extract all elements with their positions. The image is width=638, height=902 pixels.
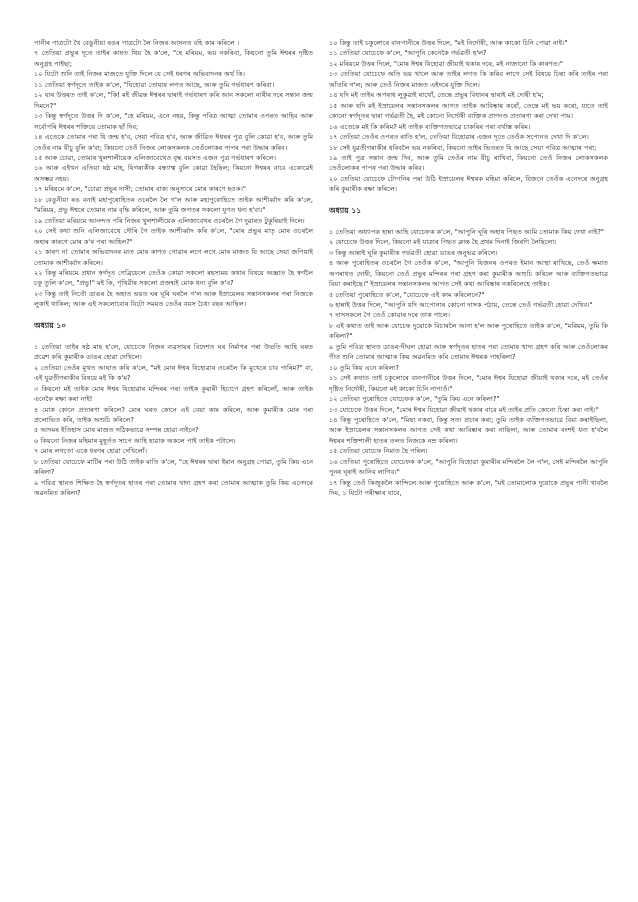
- paragraph: ২০ সেই কথা শুনি এলিজাবেথে দৌৰি গৈ তাইক আশীৰ্ব্বাদ কৰি ক'লে, "মোৰ প্ৰভুৰ মাতৃ মোৰ ওচৰলৈ অহাৰ কাৰণে মোৰ ক'ৰ পৰা আহিল?": [34, 227, 313, 246]
- paragraph: ১৮ সেই যুৱতীগৰাকীৰ ধৰিবলৈ ভয় নকৰিবা, কিয়নো তাইৰ ভিতৰত যি আছে সেয়া পবিত্ৰ আত্মাৰ পৰা;: [329, 143, 597, 152]
- paragraph: ৫ আদমৰ ইতিহাস মোৰ মাজত সঠিকভাৱে সম্পন্ন হোৱা নাইনে?: [34, 426, 199, 435]
- paragraph: ২ যোচেফে উত্তৰ দিলে, কিয়নো মই যাত্ৰাৰ পিছত ক্লান্ত হৈ প্ৰথম দিনাই জিৰণি লৈছিলো।: [329, 238, 557, 247]
- paragraph: ২১ কাৰণ ন! তোমাৰ অভিবাদনৰ মাত মোৰ কাণত পোৱাৰ লগে লগে মোৰ মাজত যি আছে সেয়া জপিয়াই তোমাক আশীৰ্ব্বাদ কৰিলে।: [34, 248, 313, 267]
- paragraph: ১৬ এতেকে মই কি কৰিম? মই তাইক ব্যক্তিগতভাৱে চাকৰিৰ পৰা বৰ্খাস্ত কৰিম।: [329, 122, 531, 131]
- paragraph: ৯ পবিত্ৰ স্থানত শিক্ষিত হৈ স্বৰ্গদূতৰ হাতৰ পৰা তোমাৰ খাদ্য গ্ৰহণ কৰা তোমাৰ আত্মাক তুমি কিয় এনেদৰে অৱনমিত কৰিলা?: [34, 478, 313, 498]
- paragraph: ১৫ তেতিয়া যোচেফ নিমাত হৈ পৰিল।: [329, 447, 428, 456]
- paragraph: ১৩ কিন্তু স্বৰ্গদূতে উত্তৰ দি ক'লে, "হে মৰিয়ম, এনে নহয়, কিন্তু পবিত্ৰ আত্মা তোমাৰ ওপৰত আহিব আৰু সৰ্বোপৰি ঈশ্বৰৰ শক্তিয়ে তোমাক ছাঁ দিব;: [34, 112, 313, 131]
- paragraph: ১৯ তাই পুত্ৰ সন্তান জন্ম দিব, আৰু তুমি তেওঁৰ নাম যীচু ৰাখিবা, কিয়নো তেওঁ নিজৰ লোকসকলক তেওঁলোকৰ পাপৰ পৰা উদ্ধাৰ কৰিব।: [329, 153, 608, 173]
- paragraph: ২ তেতিয়া তেওঁৰ মুখত আঘাত কৰি ক'লে, "মই মোৰ ঈশ্বৰ যিহোৱাৰ ওচৰলৈ কি মুখেৰে চাব পাৰিম?" বা, এই যুৱতীগৰাকীৰ বিষয়ে মই কি ক'ম?: [34, 363, 313, 383]
- paragraph: ১১ তেতিয়া স্বৰ্গদূতে তাইক ক'লে, "যিহোৱা তোমাৰ লগত আছে, আৰু তুমি গৰ্ভধাৰণ কৰিবা।: [34, 80, 275, 89]
- right-intro: [329, 38, 608, 195]
- paragraph: ১২ মৰিয়মে উত্তৰ দিলে, "মোৰ ঈশ্বৰ যিহোৱা জীয়াই থকাৰ দৰে, মই নাজানো কি কাৰণত।": [329, 59, 563, 68]
- right-chapter-body: [329, 227, 608, 499]
- paragraph: ১৩ তেতিয়া যোচেফে অতি ভয় খালে আৰু তাইৰ লগত কি কৰিব লাগে সেই বিষয়ে চিন্তা কৰি তাইৰ পৰা আঁতৰি গ'ল; আৰু তেওঁ নিজৰ মাজত এইদৰে যুক্তি দিলে।: [329, 70, 608, 89]
- paragraph: ১০ যিটো শুনি তাই নিজৰ মাজতে যুক্তি দিলে যে সেই ধৰণৰ অভিবাদনৰ অৰ্থ কি।: [34, 70, 246, 79]
- paragraph: ১৭ কিন্তু তেওঁ কিজুকলৈ কান্দিলে আৰু পুৰোহিতে আৰু ক'লে, "মই তোমালোক দুয়োকে প্ৰভুৰ পানী খাবলৈ দিম, ১ যিটো পৰীক্ষাৰ বাবে,: [329, 478, 608, 498]
- paragraph: ১৩ যোচেফে উত্তৰ দিলে, "মোৰ ঈশ্বৰ যিহোৱা জীয়াই থকাৰ বাবে মই তাইৰ প্ৰতি কোনো চিন্তা কৰা নাই।": [329, 405, 599, 414]
- paragraph: ১১ তেতিয়া যোচেফে ক'লে, "আপুনি কেনেকৈ গৰ্ভৱতী হ'ল?: [329, 49, 487, 58]
- paragraph: ১১ সেই কথাত তাই চকুলোৰে বানপানীৰে উত্তৰ দিলে, "মোৰ ঈশ্বৰ যিহোৱা জীয়াই থকাৰ দৰে, মই তেওঁৰ দৃষ্টিত নিৰ্দোষী, কিয়নো মই কাকো চিনি নাপাওঁ।": [329, 374, 608, 393]
- left-column: [34, 38, 313, 882]
- paragraph: ৮ এই কথাত তাই আৰু যোচেফ দুয়োকে বিচাৰলৈ আনা হ'ল আৰু পুৰোহিতে তাইক ক'লে, "মৰিয়ম, তুমি কি কৰিলা?": [329, 321, 608, 341]
- left-chapter-body: [34, 342, 313, 499]
- paragraph: ১৯ তেতিয়া মৰিয়মে আনন্দত পৰি নিজৰ খুলশালীয়েক এলিজাবেথৰ ওচৰলৈ গৈ দুৱাৰত টুকুৰিয়াই দিলে।: [34, 216, 305, 225]
- paragraph: ১৭ মৰিয়মে ক'লে, "চোৱা প্ৰভুৰ দাসী; তোমাৰ বাক্য অনুসাৰে মোৰ কাৰণে হওক।": [34, 185, 246, 194]
- paragraph: ১২ যাৰ উত্তৰত তাই ক'লে, "কি! মই জীৱন্ত ঈশ্বৰৰ দ্বাৰাই গৰ্ভধাৰণ কৰি আন সকলো নাৰীৰ দৰে সন্তান জন্ম দিমনে?": [34, 91, 313, 110]
- paragraph: পানীৰ পাত্ৰটো থৈ বেঙুনীয়া ৰঙৰ পাত্ৰটো লৈ নিজৰ আসনত বহি কাম কৰিলে ।: [34, 39, 240, 47]
- paragraph: ১৪ যদি মই তাইৰ অপৰাধ লুকুৱাই ৰাখোঁ, তেন্তে প্ৰভুৰ বিধানৰ দ্বাৰাই মই দোষী হ'ম;: [329, 91, 544, 100]
- paragraph: ১৫ আৰু চোৱা, তোমাৰ খুলশালীয়েক এলিজাবেথেও বৃদ্ধ বয়সত এজন পুত্ৰ গৰ্ভধাৰণ কৰিলে।: [34, 153, 277, 162]
- left-intro: [34, 38, 313, 310]
- paragraph: ৭ মোৰ লগতো একে ধৰণৰ হোৱা দেখিলোঁ।: [34, 447, 147, 456]
- paragraph: ১০ কিন্তু তাই চকুলোৰে বানপানীৰে উত্তৰ দিলে, "মই নিৰ্দোষী, আৰু কাকো চিনি পোৱা নাই।": [329, 39, 568, 47]
- paragraph: ১৬ আৰু এইখন এতিয়া ষষ্ঠ মাহ, যিগৰাকীক বন্ধ্যাত্ব বুলি কোৱা হৈছিল; কিয়নো ঈশ্বৰৰ বাবে একোৱেই অসম্ভৱ নহয়।: [34, 164, 313, 183]
- paragraph: ২৩ কিন্তু তাই নিতৌ ডাঙৰ হৈ অহাত ভয়ত ঘৰ ঘূৰি ঘৰলৈ গ'ল আৰু ইস্ৰায়েলৰ সন্তানসকলৰ পৰা নিজকে লুকাই থাকিল; আৰু এই সকলোবোৰ যিটো সময়ত তেওঁৰ বয়স চৈধ্য বছৰ আছিল।: [34, 289, 313, 309]
- paragraph: ১২ তেতিয়া পুৰোহিতে যোচেফক ক'লে, "তুমি কিয় এনে কৰিলা?": [329, 395, 500, 404]
- paragraph: ৪ আৰু পুৰোহিতৰ ওচৰলৈ গৈ তেওঁক ক'লে, "আপুনি যিজনৰ ওপৰত ইমান আস্থা ৰাখিছে, তেওঁ ক্ষমাত অপৰাধত দোষী, কিয়নো তেওঁ প্ৰভুৰ মন্দিৰৰ পৰা গ্ৰহণ কৰা কুমাৰীক অশুচি কৰিলে আৰু ব্যক্তিগতভাৱে বিয়া কৰাইছে।" ইস্ৰায়েলৰ সন্তানসকলৰ আগত সেই কথা আবিষ্কাৰ নকৰিলেহে তাইক।: [329, 259, 608, 289]
- paragraph: ৪ মোক কোনে প্ৰতাৰণা কৰিলে? মোৰ ঘৰত কোনে এই বেয়া কাম কৰিলে, আৰু কুমাৰীক মোৰ পৰা প্ৰলোভিত কৰি, তাইক অশুচি কৰিলে?: [34, 405, 313, 424]
- paragraph: ৭ দাসসকলে গৈ তেওঁ কোৱাৰ দৰে তাক পালে।: [329, 311, 450, 320]
- paragraph: ৮ তেতিয়া যোচেফে মাটিৰ পৰা উঠি তাইক মাতি ক'লে, "হে ঈশ্বৰৰ দ্বাৰা ইমান অনুগ্ৰহ পোৱা, তুমি কিয় এনে কৰিলা?: [34, 457, 313, 477]
- paragraph: ১ তেতিয়া অধ্যাপক হান্না আহি যোচেফক ক'লে, "আপুনি ঘূৰি অহাৰ পিছত আমি তোমাক কিয় দেখা নাই?": [329, 227, 604, 236]
- paragraph: ১৫ আৰু যদি মই ইস্ৰায়েলৰ সন্তানসকলৰ আগত তাইক আবিষ্কাৰ কৰোঁ, তেন্তে মই ভয় কৰো, যাতে তাই কোনো স্বৰ্গদূতৰ দ্বাৰা গৰ্ভৱতী হৈ, মই কোনো নিৰ্দোষী ব্যক্তিক প্ৰাণদণ্ড প্ৰতাৰণা কৰা দেখা পাম।: [329, 101, 608, 121]
- paragraph: ২০ তেতিয়া যোচেফে টোপনিৰ পৰা উঠি ইস্ৰায়েলৰ ঈশ্বৰক মহিমা কৰিলে, যিজনে তেওঁক এনেদৰে অনুগ্ৰহ কৰি কুমাৰীক ৰক্ষা কৰিলে।: [329, 174, 608, 194]
- paragraph: ৫ তেতিয়া পুৰোহিতে ক'লে, "যোচেফে এই কাম কৰিলেনে?": [329, 290, 485, 299]
- paragraph: ১৭ তেতিয়া তেওঁৰ ওপৰত ৰাতি হ'ল, তেতিয়া যিহোৱাৰ এজন দূতে তেওঁক সপোনত দেখা দি ক'লে।: [329, 133, 589, 142]
- paragraph: ৬ হান্নাই উত্তৰ দিলে, "আপুনি যদি আপোনাৰ কোনো দাসক পঠায়, তেন্তে তেওঁ গৰ্ভৱতী হোৱা দেখিব।": [329, 300, 593, 309]
- paragraph: ৬ কিয়নো নিজৰ মহিমাৰ মুহূৰ্তত সাপে আহি হাৱাক অকলে পাই তাইক পটালে।: [34, 436, 236, 445]
- paragraph: ১৬ তেতিয়া পুৰোহিতে যোচেফক ক'লে, "আপুনি যিহোৱা কুমাৰীৰ মন্দিৰলৈ লৈ গ'ল, সেই মন্দিৰলৈ আপুনি পুনৰ ঘূৰাই আনিব লাগিব।": [329, 457, 608, 477]
- paragraph: ১৪ কিন্তু পুৰোহিতে ক'লে, "মিছা নকবা, কিন্তু সত্য প্ৰচাৰ কৰা; তুমি তাইক ব্যক্তিগতভাৱে বিয়া কৰাইছিলা, আৰু ইস্ৰায়েলৰ সন্তানসকলৰ আগত সেই কথা আবিষ্কাৰ কৰা নাছিলা, আৰু তোমাৰ বংশই ধন্য হ'বলৈ ঈশ্বৰৰ শক্তিশালী হাতৰ তলত নিজকে নম্ৰ কৰিলা।: [329, 415, 608, 445]
- paragraph: ৩ কিন্তু আন্নাই ঘূৰি কুমাৰীক গৰ্ভৱতী হোৱা ডাঙৰ অনুভৱ কৰিলে।: [329, 248, 498, 257]
- paragraph: ৭ তেতিয়া প্ৰভুৰ দূতে তাইৰ কাষত থিয় হৈ ক'লে, "হে মৰিয়ম, ভয় নকৰিবা, কিয়নো তুমি ঈশ্বৰৰ দৃষ্টিত অনুগ্ৰহ পাইছা;: [34, 49, 313, 68]
- paragraph: ২২ কিন্তু মৰিয়মে প্ৰধান স্বৰ্গদূত গেব্ৰিয়েলে তেওঁক কোৱা সকলো ৰহস্যময় কথাৰ বিষয়ে অজ্ঞাত হৈ স্বৰ্গলৈ চকু তুলি ক'লে, "প্ৰভু!" মই কি, পৃথিৱীৰ সকলো প্ৰজন্মই মোক ধন্য বুলি ক'ব?: [34, 268, 313, 288]
- right-column: [329, 38, 608, 882]
- paragraph: ১৮ বেঙুনীয়া ৰঙ বনাই মহাপুৰোহিতৰ ওচৰলৈ লৈ গ'ল আৰু মহাপুৰোহিতে তাইক আশীৰ্ব্বাদ কৰি ক'লে, "মৰিয়ম, প্ৰভু ঈশ্বৰে তোমাৰ নাম বৃদ্ধি কৰিলে, আৰু তুমি জগতৰ সকলো যুগত ধন্য হ'বা।": [34, 195, 313, 215]
- paragraph: ১৪ এতেকে তোমাৰ পৰা যি জন্ম হ'ব, সেয়া পবিত্ৰ হ'ব, আৰু জীৱিত ঈশ্বৰৰ পুত্ৰ বুলি কোৱা হ'ব, আৰু তুমি তেওঁৰ নাম যীচু বুলি ক'বা; কিয়নো তেওঁ নিজৰ লোকসকলক তেওঁলোকৰ পাপৰ পৰা উদ্ধাৰ কৰিব।: [34, 133, 313, 152]
- chapter-heading: অধ্যায় ১০: [34, 320, 67, 330]
- chapter-heading: অধ্যায় ১১: [329, 205, 362, 215]
- paragraph: ৯ তুমি পবিত্ৰ স্থানত ডাঙৰ-দীঘল হোৱা আৰু স্বৰ্গদূতৰ হাতৰ পৰা তোমাৰ খাদ্য গ্ৰহণ কৰি আৰু তেওঁলোকৰ গীত শুনি তোমাৰ আত্মাক কিয় অৱনমিত কৰি তোমাৰ ঈশ্বৰক পাহৰিলা?: [329, 342, 608, 362]
- paragraph: ৩ কিয়নো মই তাইক মোৰ ঈশ্বৰ যিহোৱাৰ মন্দিৰৰ পৰা তাইক কুমাৰী হিচাপে গ্ৰহণ কৰিলোঁ, আৰু তাইক এনেকৈ ৰক্ষা কৰা নাই!: [34, 384, 313, 404]
- paragraph: ১০ তুমি কিয় এনে কৰিলা?: [329, 363, 399, 372]
- paragraph: ১ তেতিয়া তাইৰ ষষ্ঠ মাহ হ'লে, যোচেফে নিজৰ ব্যৱসায়ৰ বিদেশত ঘৰ নিৰ্মাণৰ পৰা উভতি আহি ঘৰত প্ৰৱেশ কৰি কুমাৰীক ডাঙৰ হোৱা দেখিলে।: [34, 342, 313, 362]
